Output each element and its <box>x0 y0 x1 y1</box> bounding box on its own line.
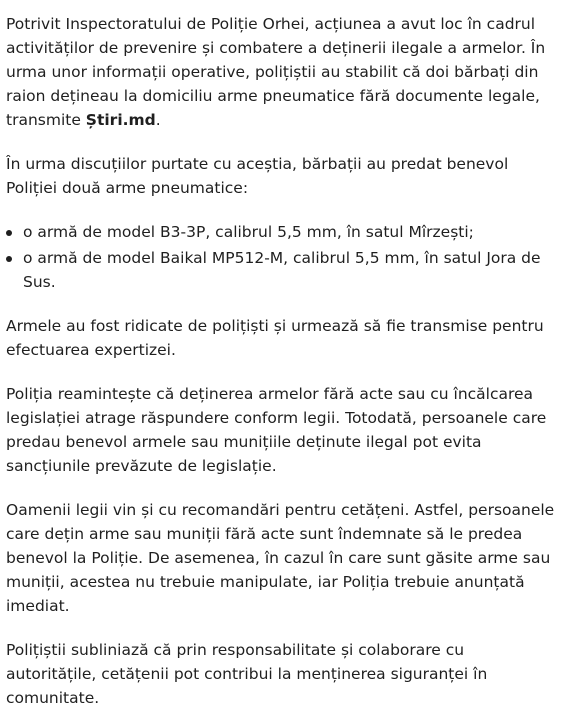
list-item: o armă de model B3-3P, calibrul 5,5 mm, în satul Mîrzești; <box>6 220 559 244</box>
paragraph-reminder: Poliția reamintește că deținerea armelor fără acte sau cu încălcarea legislației atrage răspundere conform legii. Totodată, persoanele care predau benevol armele sau munițiile deținute ilegal pot evita sancțiunile prevăzute de legislație. <box>6 385 547 475</box>
paragraph-intro-end: . <box>155 111 161 129</box>
paragraph-recommendations: Oamenii legii vin și cu recomandări pentru cetățeni. Astfel, persoanele care dețin arme sau muniții fără acte sunt îndemnate să le predea benevol la Poliție. De asemenea, în cazul în care sunt găsite arme sau muniții, acestea nu trebuie manipulate, iar Poliția trebuie anunțată imediat. <box>6 501 555 615</box>
paragraph-intro <box>6 12 559 132</box>
weapons-list <box>6 220 559 294</box>
paragraph-conclusion: Polițiștii subliniază că prin responsabilitate și colaborare cu autoritățile, cetățenii pot contribui la menținerea siguranței în comunitate. <box>6 641 488 707</box>
source-name: Știri.md <box>85 111 156 129</box>
list-item: o armă de model Baikal MP512-M, calibrul 5,5 mm, în satul Jora de Sus. <box>6 246 559 294</box>
paragraph-expertise: Armele au fost ridicate de polițiști și urmează să fie transmise pentru efectuarea expertizei. <box>6 317 544 359</box>
paragraph-surrender: În urma discuțiilor purtate cu aceștia, bărbații au predat benevol Poliției două arme pneumatice: <box>6 155 509 197</box>
paragraph-intro-text: Potrivit Inspectoratului de Poliție Orhei, acțiunea a avut loc în cadrul activităților de prevenire și combatere a deținerii ilegale a armelor. În urma unor informații operative, polițiștii au stabilit că doi bărbați din raion dețineau la domiciliu arme pneumatice fără documente legale, transmite <box>6 15 546 129</box>
